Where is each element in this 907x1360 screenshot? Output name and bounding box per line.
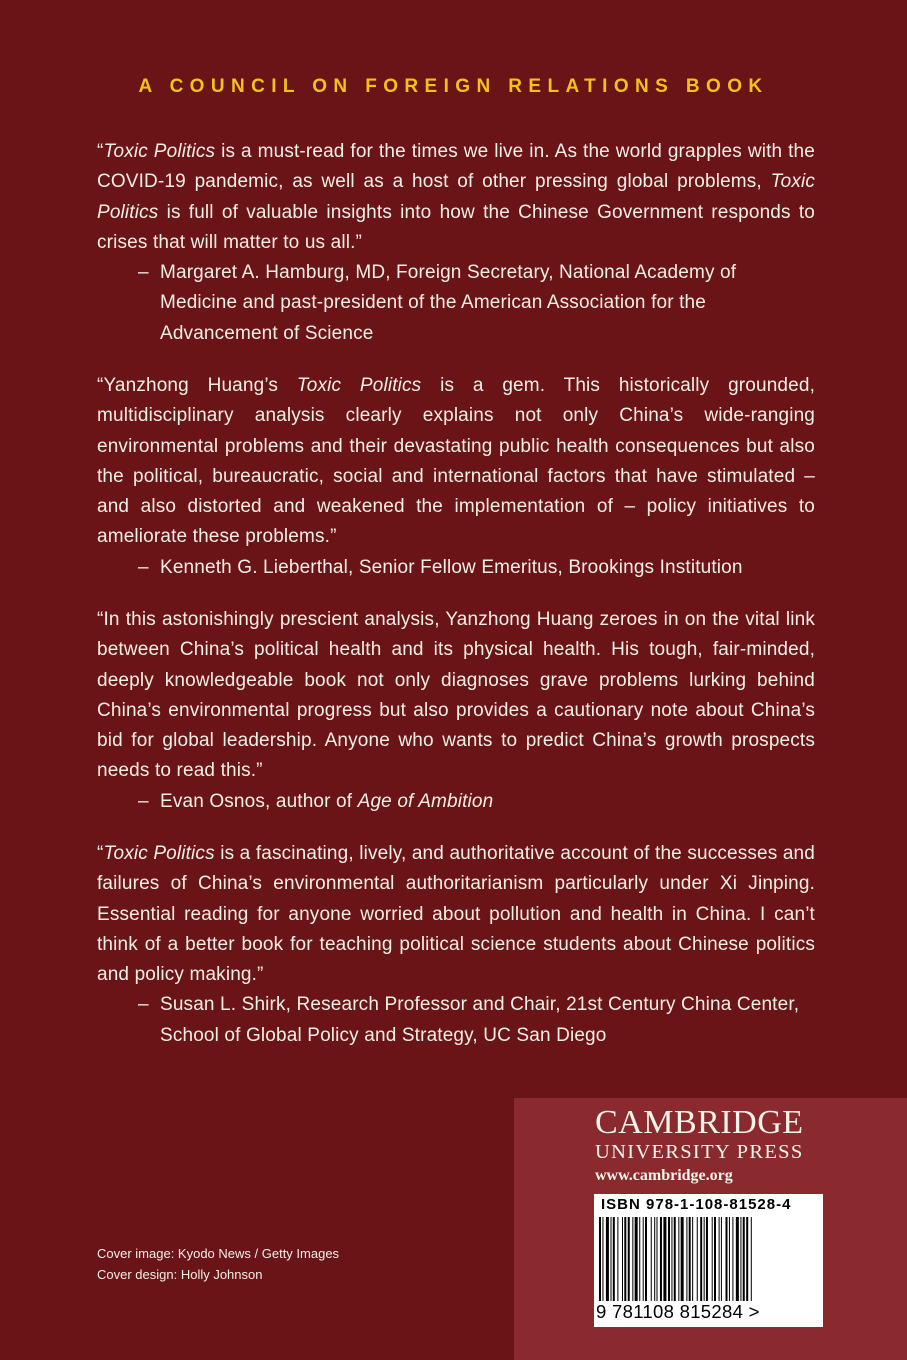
- barcode-bar: [729, 1217, 730, 1301]
- barcode-bar: [617, 1217, 618, 1301]
- barcode-bar: [674, 1217, 676, 1301]
- endorsement-quote: [97, 605, 815, 817]
- barcode-bar: [599, 1217, 601, 1301]
- barcode-digits: 9 781108 815284 >: [596, 1301, 760, 1322]
- attribution-text: [160, 791, 493, 812]
- barcode-bar: [632, 1217, 633, 1301]
- cover-design-credit: Cover design: Holly Johnson: [97, 1267, 263, 1282]
- attribution-dash: –: [138, 994, 149, 1016]
- quote-text: [97, 839, 815, 990]
- endorsement-quote: [97, 137, 815, 349]
- barcode-bar: [654, 1217, 655, 1301]
- publisher-subtitle: UNIVERSITY PRESS: [595, 1141, 804, 1163]
- endorsement-quote: [97, 371, 815, 583]
- barcode-bar: [645, 1217, 647, 1301]
- barcode-bar: [678, 1217, 679, 1301]
- quote-segment: is a must-read for the times we live in. As the world grapples with the COVID-19 pandemic, as well as a host of other pressing global problems,: [97, 141, 815, 193]
- attribution-dash: –: [138, 790, 149, 812]
- quote-segment: “Yanzhong Huang’s: [97, 375, 297, 396]
- barcode-bar: [602, 1217, 603, 1301]
- attribution-title: Age of Ambition: [357, 790, 494, 812]
- barcode-bar: [697, 1217, 698, 1301]
- quote-attribution: [97, 258, 815, 349]
- barcode-bar: [704, 1217, 705, 1301]
- attribution-text: [160, 994, 799, 1045]
- quote-segment: is a gem. This historically grounded, multidisciplinary analysis clearly explains not only China’s wide-ranging environmental problems and their devastating public health consequences but also the political, bureaucratic, social and international factors that have stimulated – and also distorted and weakened the implementation of – policy initiatives to ameliorate these problems.”: [97, 375, 816, 548]
- barcode-bar: [726, 1217, 728, 1301]
- barcode-bar: [628, 1217, 630, 1301]
- barcode-bar: [671, 1217, 672, 1301]
- series-label: A COUNCIL ON FOREIGN RELATIONS BOOK: [138, 76, 769, 97]
- attribution-text: [160, 557, 743, 578]
- barcode-bar: [692, 1217, 693, 1301]
- publisher-panel: [514, 1098, 907, 1360]
- quote-attribution: [97, 787, 815, 817]
- publisher-url: www.cambridge.org: [595, 1167, 733, 1184]
- quote-text: [97, 605, 815, 787]
- barcode-bar: [689, 1217, 691, 1301]
- isbn-label: ISBN 978-1-108-81528-4: [601, 1196, 792, 1213]
- barcode-bar: [643, 1217, 644, 1301]
- quote-attribution: [97, 990, 815, 1051]
- quote-text: [97, 137, 815, 258]
- attribution-segment: Margaret A. Hamburg, MD, Foreign Secretary, National Academy of Medicine and past-president of the American Association for the Advancement of Science: [160, 262, 737, 344]
- endorsement-quote: [97, 839, 815, 1051]
- quote-segment: is full of valuable insights into how the Chinese Government responds to crises that will matter to us all.”: [97, 201, 815, 253]
- attribution-segment: Susan L. Shirk, Research Professor and Chair, 21st Century China Center, School of Global Policy and Strategy, UC San Diego: [160, 994, 800, 1046]
- isbn-barcode: [594, 1194, 823, 1327]
- barcode-bar: [657, 1217, 658, 1301]
- quote-title: Toxic Politics: [296, 375, 422, 396]
- barcode-bar: [712, 1217, 713, 1301]
- barcode-bar: [639, 1217, 640, 1301]
- quote-segment: “: [97, 141, 104, 162]
- barcode-bar: [651, 1217, 652, 1301]
- quote-segment: is a fascinating, lively, and authoritative account of the successes and failures of China’s environmental authoritarianism particularly under Xi Jinping. Essential reading for anyone worried about pollution and health in China. I can’t think of a better book for teaching political science students about Chinese politics and policy making.”: [97, 843, 815, 986]
- attribution-text: [160, 262, 736, 344]
- barcode-bar: [746, 1217, 748, 1301]
- barcode-bar: [635, 1217, 638, 1301]
- attribution-segment: Evan Osnos, author of: [160, 790, 358, 812]
- quote-segment: “: [97, 843, 104, 864]
- barcode-bar: [660, 1217, 662, 1301]
- barcode-bar: [751, 1217, 752, 1301]
- cover-image-credit: Cover image: Kyodo News / Getty Images: [97, 1246, 340, 1261]
- barcode-bar: [613, 1217, 615, 1301]
- quote-title: Toxic Politics: [103, 141, 216, 162]
- barcode-bar: [732, 1217, 733, 1301]
- barcode-bars: [598, 1217, 818, 1301]
- cover-credits: [97, 1243, 339, 1285]
- quote-attribution: [97, 553, 815, 583]
- barcode-bar: [706, 1217, 708, 1301]
- barcode-bar: [721, 1217, 722, 1301]
- publisher-name: CAMBRIDGE: [595, 1104, 804, 1141]
- barcode-bar: [714, 1217, 716, 1301]
- quote-title: Toxic Politics: [97, 171, 815, 223]
- barcode-bar: [622, 1217, 623, 1301]
- quote-title: Toxic Politics: [103, 843, 215, 864]
- attribution-segment: Kenneth G. Lieberthal, Senior Fellow Emeritus, Brookings Institution: [160, 556, 743, 578]
- barcode-bar: [611, 1217, 612, 1301]
- barcode-bar: [736, 1217, 739, 1301]
- quote-text: [97, 371, 815, 553]
- barcode-bar: [681, 1217, 684, 1301]
- barcode-bar: [624, 1217, 626, 1301]
- barcode-bar: [606, 1217, 609, 1301]
- attribution-dash: –: [138, 262, 149, 284]
- barcode-bar: [743, 1217, 745, 1301]
- barcode-bar: [719, 1217, 720, 1301]
- barcode-bar: [668, 1217, 670, 1301]
- barcode-bar: [740, 1217, 741, 1301]
- barcode-bar: [686, 1217, 687, 1301]
- barcode-bar: [700, 1217, 702, 1301]
- barcode-bar: [663, 1217, 666, 1301]
- quote-segment: “In this astonishingly prescient analysis, Yanzhong Huang zeroes in on the vital link between China’s political health and its physical health. His tough, fair-minded, deeply knowledgeable book not only diagnoses grave problems lurking behind China’s environmental progress but also provides a cautionary note about China’s bid for global leadership. Anyone who wants to predict China’s growth prospects needs to read this.”: [97, 609, 815, 782]
- attribution-dash: –: [138, 556, 149, 578]
